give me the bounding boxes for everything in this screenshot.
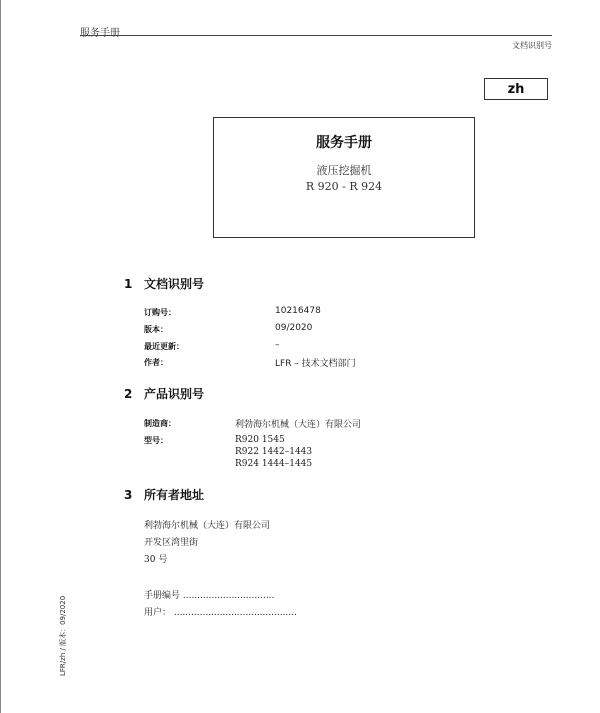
header-doc-id-label: 文档识别号 bbox=[512, 41, 552, 50]
author-value: LFR – 技术文档部门 bbox=[275, 359, 356, 369]
language-code-box: zh bbox=[484, 78, 548, 100]
header-title: 服务手册 bbox=[80, 28, 120, 39]
model-line: R924 1444–1445 bbox=[235, 459, 313, 469]
side-footer: LFR/zh / 版本：09/2020 bbox=[59, 595, 67, 676]
last-update-value: – bbox=[275, 340, 280, 350]
header-rule bbox=[80, 35, 552, 36]
model-label: 型号： bbox=[144, 436, 168, 445]
cover-models: R 920 - R 924 bbox=[305, 180, 383, 193]
section-heading-3 bbox=[124, 486, 204, 503]
address-line: 30 号 bbox=[144, 555, 168, 565]
model-line: R920 1545 bbox=[235, 435, 285, 445]
version-value: 09/2020 bbox=[275, 323, 313, 333]
address-line: 开发区湾里街 bbox=[144, 538, 199, 548]
section-title: 产品识别号 bbox=[144, 387, 205, 401]
page-border bbox=[0, 0, 1, 713]
section-title: 所有者地址 bbox=[144, 488, 205, 502]
manufacturer-label: 制造商： bbox=[144, 419, 176, 428]
manufacturer-value: 利勃海尔机械（大连）有限公司 bbox=[235, 420, 362, 430]
cover-subtitle: 液压挖掘机 bbox=[316, 164, 372, 177]
cover-title-box bbox=[213, 117, 475, 238]
manual-number-field: 手册编号 ................................ bbox=[144, 591, 275, 601]
section-number: 3 bbox=[124, 488, 133, 502]
section-heading-2 bbox=[124, 385, 204, 402]
author-label: 作者： bbox=[144, 358, 168, 367]
version-label: 版本： bbox=[144, 325, 168, 334]
section-number: 2 bbox=[124, 387, 133, 401]
user-field: 用户： ........................................... bbox=[144, 608, 297, 618]
order-no-value: 10216478 bbox=[275, 306, 321, 316]
model-line: R922 1442–1443 bbox=[235, 447, 313, 457]
address-line: 利勃海尔机械（大连）有限公司 bbox=[144, 521, 271, 531]
section-number: 1 bbox=[124, 277, 133, 291]
section-heading-1 bbox=[124, 275, 204, 292]
section-title: 文档识别号 bbox=[144, 277, 205, 291]
cover-title: 服务手册 bbox=[316, 135, 372, 151]
last-update-label: 最近更新： bbox=[144, 342, 184, 351]
order-no-label: 订购号： bbox=[144, 308, 176, 317]
